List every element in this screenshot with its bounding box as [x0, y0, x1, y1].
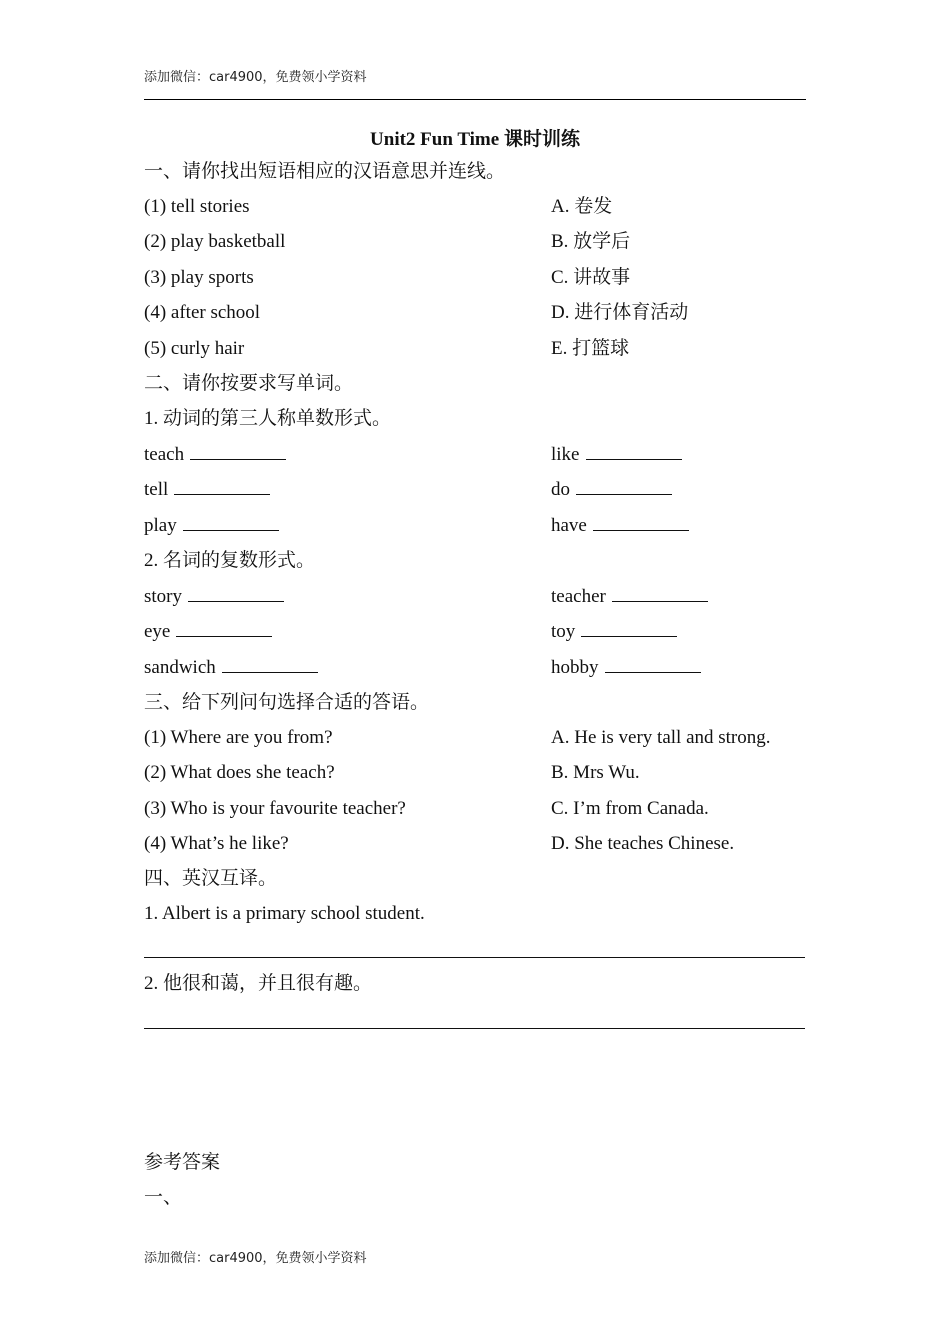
- answer-blank[interactable]: [581, 620, 677, 637]
- word-item: [551, 656, 701, 680]
- word-item: [144, 620, 272, 644]
- word-item: [551, 620, 677, 644]
- answer-blank[interactable]: [188, 585, 284, 602]
- word-item: [551, 443, 682, 467]
- section-1-heading: 一、请你找出短语相应的汉语意思并连线。: [144, 161, 506, 182]
- word-label: teacher: [551, 586, 606, 607]
- word-label: eye: [144, 621, 171, 642]
- match-meaning-c: C. 讲故事: [551, 267, 631, 288]
- word-label: play: [144, 515, 177, 536]
- translation-answer-line-2[interactable]: [144, 1028, 805, 1029]
- word-label: hobby: [551, 657, 599, 678]
- match-phrase-3: (3) play sports: [144, 267, 254, 288]
- word-item: [551, 514, 689, 538]
- match-meaning-d: D. 进行体育活动: [551, 302, 689, 323]
- answer-blank[interactable]: [586, 443, 682, 460]
- question-1: (1) Where are you from?: [144, 727, 333, 748]
- word-label: do: [551, 479, 570, 500]
- word-item: [551, 478, 672, 502]
- word-label: sandwich: [144, 657, 216, 678]
- question-2: (2) What does she teach?: [144, 762, 335, 783]
- word-item: [551, 585, 708, 609]
- translation-answer-line-1[interactable]: [144, 957, 805, 958]
- word-label: have: [551, 515, 587, 536]
- word-item: [144, 478, 270, 502]
- match-meaning-a: A. 卷发: [551, 196, 613, 217]
- reply-b: B. Mrs Wu.: [551, 762, 640, 783]
- section-3-heading: 三、给下列问句选择合适的答语。: [144, 692, 430, 713]
- question-3: (3) Who is your favourite teacher?: [144, 798, 406, 819]
- answer-blank[interactable]: [176, 620, 272, 637]
- translation-question-1: 1. Albert is a primary school student.: [144, 903, 425, 924]
- word-item: [144, 514, 279, 538]
- header-divider: [144, 99, 806, 100]
- page-footer: 添加微信：car4900，免费领小学资料: [144, 1251, 367, 1266]
- word-label: toy: [551, 621, 576, 642]
- match-meaning-e: E. 打篮球: [551, 338, 630, 359]
- reply-c: C. I’m from Canada.: [551, 798, 709, 819]
- question-4: (4) What’s he like?: [144, 833, 289, 854]
- section-2-part-2-heading: 2. 名词的复数形式。: [144, 550, 316, 571]
- answer-blank[interactable]: [174, 478, 270, 495]
- word-label: story: [144, 586, 182, 607]
- word-label: tell: [144, 479, 169, 500]
- answer-blank[interactable]: [605, 656, 701, 673]
- answer-blank[interactable]: [612, 585, 708, 602]
- section-4-heading: 四、英汉互译。: [144, 868, 278, 889]
- word-item: [144, 585, 284, 609]
- match-phrase-5: (5) curly hair: [144, 338, 245, 359]
- worksheet-title: Unit2 Fun Time 课时训练: [370, 129, 580, 150]
- match-phrase-1: (1) tell stories: [144, 196, 250, 217]
- reply-a: A. He is very tall and strong.: [551, 727, 771, 748]
- translation-question-2: 2. 他很和蔼，并且很有趣。: [144, 973, 373, 994]
- section-2-heading: 二、请你按要求写单词。: [144, 373, 354, 394]
- word-item: [144, 443, 286, 467]
- answer-blank[interactable]: [183, 514, 279, 531]
- word-label: teach: [144, 444, 185, 465]
- page-header: 添加微信：car4900，免费领小学资料: [144, 70, 367, 85]
- match-phrase-4: (4) after school: [144, 302, 261, 323]
- reply-d: D. She teaches Chinese.: [551, 833, 735, 854]
- section-2-part-1-heading: 1. 动词的第三人称单数形式。: [144, 408, 392, 429]
- answer-blank[interactable]: [190, 443, 286, 460]
- answer-key-heading: 参考答案: [144, 1152, 221, 1173]
- match-meaning-b: B. 放学后: [551, 231, 631, 252]
- match-phrase-2: (2) play basketball: [144, 231, 286, 252]
- answer-blank[interactable]: [576, 478, 672, 495]
- answer-key-part-1: 一、: [144, 1187, 183, 1208]
- answer-blank[interactable]: [593, 514, 689, 531]
- word-item: [144, 656, 318, 680]
- answer-blank[interactable]: [222, 656, 318, 673]
- word-label: like: [551, 444, 580, 465]
